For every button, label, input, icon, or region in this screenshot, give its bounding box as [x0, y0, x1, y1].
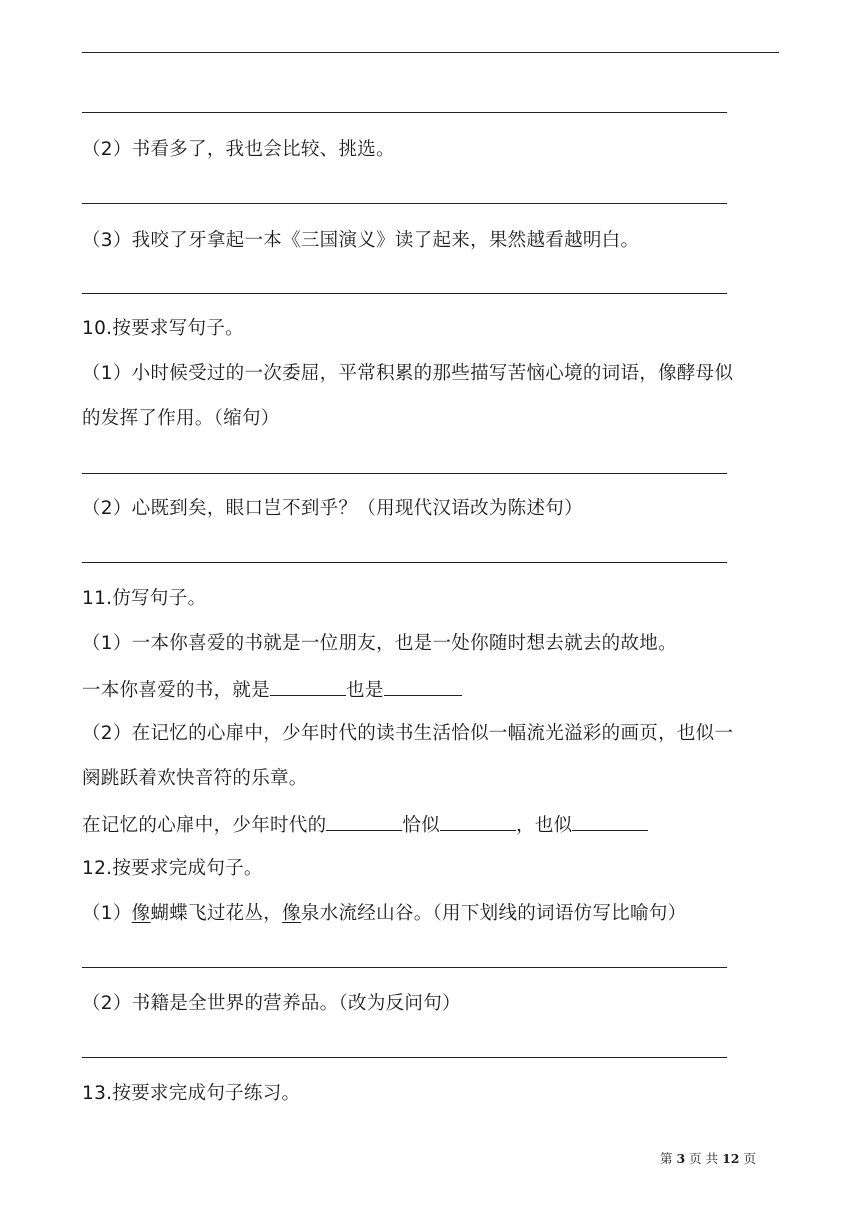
q12-sentence-1 [82, 902, 686, 926]
q10-sentence-1-line-1: （1）小时候受过的一次委屈，平常积累的那些描写苦恼心境的词语，像酵母似 [82, 363, 734, 384]
fill-blank[interactable] [326, 812, 402, 831]
page-number: 3 [676, 1151, 686, 1166]
answer-line [82, 473, 727, 474]
fill-blank[interactable] [440, 812, 516, 831]
q11-fill-2-text-c: ，也似 [516, 815, 573, 836]
footer-text-2: 页 共 [685, 1151, 723, 1166]
q9-sentence-2: （2）书看多了，我也会比较、挑选。 [82, 139, 395, 160]
q10-sentence-2: （2）心既到矣，眼口岂不到乎？（用现代汉语改为陈述句） [82, 498, 583, 519]
q11-fill-1-text-a: 一本你喜爱的书，就是 [82, 680, 271, 701]
q11-fill-2-text-a: 在记忆的心扉中，少年时代的 [82, 815, 327, 836]
answer-line [82, 293, 727, 294]
footer-text-3: 页 [739, 1151, 756, 1166]
q9-sentence-3: （3）我咬了牙拿起一本《三国演义》读了起来，果然越看越明白。 [82, 230, 640, 251]
q10-sentence-1-line-2: 的发挥了作用。（缩句） [82, 408, 280, 429]
q10-title: 10.按要求写句子。 [82, 318, 244, 339]
footer-text-1: 第 [660, 1151, 677, 1166]
answer-line [82, 112, 727, 113]
page-total: 12 [722, 1151, 740, 1166]
q12-sentence-2: （2）书籍是全世界的营养品。（改为反问句） [82, 993, 461, 1014]
page-footer [660, 1149, 756, 1167]
q11-fill-2 [82, 812, 648, 838]
answer-line [82, 562, 727, 563]
q12-s1-end: 泉水流经山谷。（用下划线的词语仿写比喻句） [300, 903, 687, 924]
q11-sentence-1: （1）一本你喜爱的书就是一位朋友，也是一处你随时想去就去的故地。 [82, 633, 677, 654]
underlined-word: 像 [282, 903, 301, 924]
q11-fill-1-text-b: 也是 [346, 680, 384, 701]
underlined-word: 像 [131, 903, 151, 924]
q12-s1-prefix: （1） [82, 903, 132, 924]
q13-title: 13.按要求完成句子练习。 [82, 1083, 301, 1104]
q11-fill-1 [82, 677, 462, 703]
answer-line [82, 203, 727, 204]
fill-blank[interactable] [270, 677, 346, 696]
q11-sentence-2-line-1: （2）在记忆的心扉中，少年时代的读书生活恰似一幅流光溢彩的画页，也似一 [82, 723, 734, 744]
q12-title: 12.按要求完成句子。 [82, 858, 263, 879]
answer-line [82, 1057, 727, 1058]
q11-title: 11.仿写句子。 [82, 588, 207, 609]
q11-fill-2-text-b: 恰似 [402, 815, 441, 836]
answer-line [82, 967, 727, 968]
q12-s1-mid: 蝴蝶飞过花丛， [150, 903, 283, 924]
fill-blank[interactable] [384, 677, 462, 696]
top-rule [82, 52, 779, 53]
q11-sentence-2-line-2: 阕跳跃着欢快音符的乐章。 [82, 768, 308, 789]
fill-blank[interactable] [572, 812, 648, 831]
